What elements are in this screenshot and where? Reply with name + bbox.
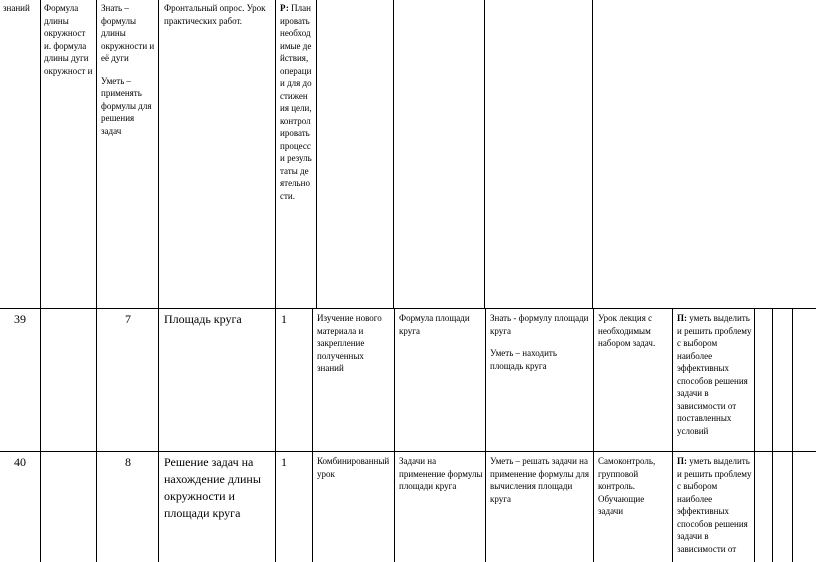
row39-content: Формула площади круга	[399, 313, 470, 336]
col-border	[316, 0, 317, 308]
col-border	[754, 308, 755, 562]
col-border	[394, 308, 395, 562]
top-row-col3: Фронтальный опрос. Урок практических работ.	[164, 3, 266, 26]
row39-number: 7	[125, 312, 131, 326]
row39-uud	[677, 312, 753, 437]
row40-skills: Уметь – решать задачи на применение формулы для вычисления площади круга	[490, 456, 590, 504]
row39-control: Урок лекция с необходимым набором задач.	[598, 313, 656, 348]
col-border	[158, 0, 159, 308]
row40-number: 8	[125, 455, 131, 469]
row39-hours: 1	[281, 312, 287, 326]
col-border	[96, 0, 97, 308]
row40-topic: Решение задач на нахождение длины окружности и площади круга	[164, 455, 261, 520]
row40-content: Задачи на применение формулы площади круга	[399, 456, 483, 491]
col-border	[275, 0, 276, 308]
col-border	[393, 0, 394, 308]
row39-uud-label: П:	[677, 313, 687, 323]
row40-index: 40	[14, 455, 26, 469]
top-row-col1: Формула длины окружност и. формула длины дуги окружност и	[44, 3, 93, 76]
row40-type: Комбинированный урок	[317, 456, 390, 479]
row40-uud-label: П:	[677, 456, 687, 466]
row-border-top-row-bottom	[0, 308, 816, 309]
top-row-col2-know: Знать – формулы длины окружности и её дуги	[101, 3, 155, 63]
col-border	[593, 308, 594, 562]
col-border	[484, 0, 485, 308]
col-border	[312, 308, 313, 562]
row-border-39-bottom	[0, 451, 816, 452]
row40-uud-text: уметь выделить и решить проблему с выбором наиболее эффективных способов решения задачи в зависимости от	[677, 456, 752, 554]
top-row-col4-text: Планировать необходимые действия, операции для достижения цели, контролировать процесс и результаты деятельности.	[280, 3, 312, 201]
row39-skills	[490, 312, 592, 372]
col-border	[592, 0, 593, 308]
top-row-col4	[280, 2, 312, 202]
row39-index: 39	[14, 312, 26, 326]
row39-skills-able: Уметь – находить площадь круга	[490, 348, 557, 371]
col-border	[772, 308, 773, 562]
col-border	[672, 308, 673, 562]
row40-hours: 1	[281, 455, 287, 469]
col-border	[485, 308, 486, 562]
col-border	[158, 308, 159, 562]
row40-uud	[677, 455, 753, 555]
top-row-col0: знаний	[3, 3, 30, 13]
top-row-col4-label: Р:	[280, 3, 289, 13]
col-border	[275, 308, 276, 562]
row39-skills-know: Знать - формулу площади круга	[490, 313, 589, 336]
row39-type: Изучение нового материала и закрепление полученных знаний	[317, 313, 382, 373]
top-row-col2-skill: Уметь – применять формулы для решения задач	[101, 75, 152, 136]
row39-uud-text: уметь выделить и решить проблему с выбором наиболее эффективных способов решения задачи в зависимости от поставленных условий	[677, 313, 752, 436]
col-border	[96, 308, 97, 562]
col-border	[40, 308, 41, 562]
row39-topic: Площадь круга	[164, 312, 242, 326]
top-row-col2	[101, 2, 156, 137]
col-border	[792, 308, 793, 562]
row40-control: Самоконтроль, групповой контроль. Обучающие задачи	[598, 456, 656, 516]
col-border	[40, 0, 41, 308]
